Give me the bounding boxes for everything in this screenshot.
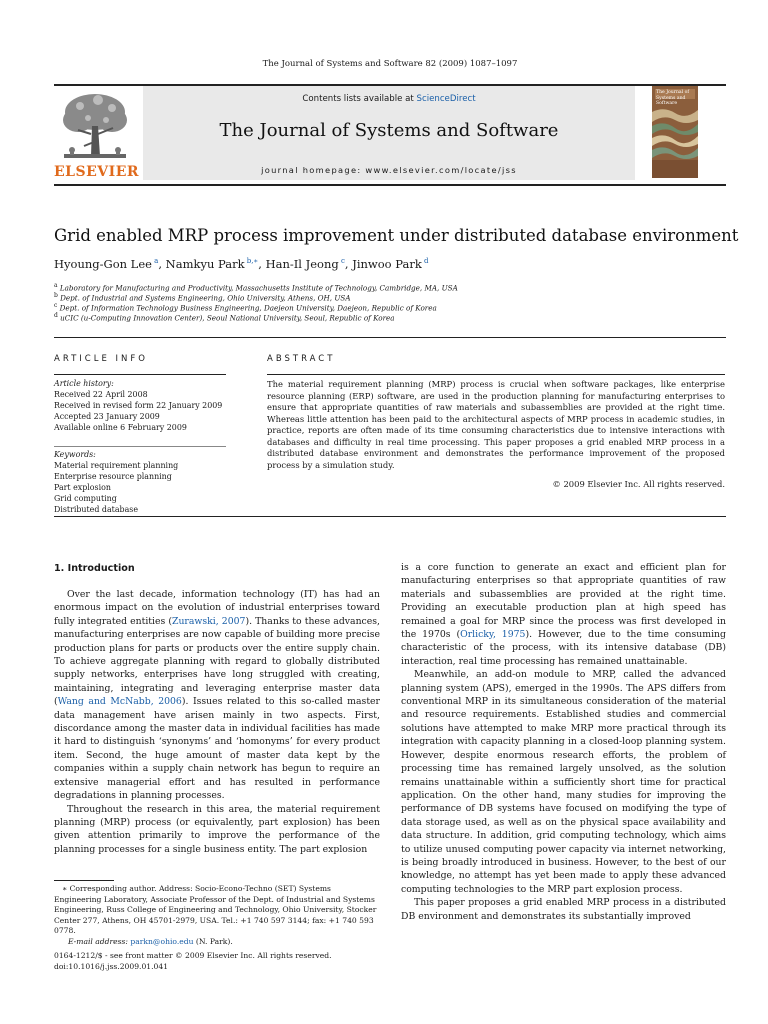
footnote-text: ∗ Corresponding author. Address: Socio-Econo-Techno (SET) Systems Engineering Laboratory, Associate Professor of the Dept. of Industrial and Systems Engineering, Russ College of Engineering and Technology, Ohio University, Stocker Center 277, Athens, OH 45701-2979, USA. Tel.: +1 740 597 3144; fax: +1 740 593 0778. bbox=[54, 884, 377, 935]
footnote-rule bbox=[54, 880, 114, 881]
body-paragraph: Throughout the research in this area, the material requirement planning (MRP) process (or equivalently, part explosion) has been given attention primarily to improve the performance of the planning processes for a single business entity. The part explosion bbox=[54, 803, 380, 855]
affiliation-line: $^b$ Dept. of Industrial and Systems Engineering, Ohio University, Athens, OH, USA bbox=[54, 292, 351, 303]
elsevier-tree-logo bbox=[58, 90, 132, 162]
publisher-wordmark: ELSEVIER bbox=[54, 164, 140, 180]
author-name: Hyoung-Gon Lee bbox=[54, 257, 152, 271]
body-paragraph: Over the last decade, information technology (IT) has had an enormous impact on the evolution of industrial enterprises toward fully integrated entities (Zurawski, 2007). Thanks to these advances, manufacturing enterprises are now capable of building more precise production plans for parts or products over the entire supply chain. To achieve aggregate planning with regard to globally distributed supply networks, enterprises have long struggled with creating, maintaining, integrating and leveraging enterprise master data (Wang and McNabb, 2006). Issues related to this so-called master data management have arisen mainly in two aspects. First, discordance among the master data in individual facilities has made it hard to distinguish ‘synonyms’ and ‘homonyms’ for every product item. Second, the huge amount of master data kept by the companies within a supply chain network has begun to require an extensive managerial effort and has resulted in performance degradations in planning processes. bbox=[54, 589, 380, 802]
affiliation-mark: c bbox=[54, 302, 58, 309]
contents-line bbox=[143, 94, 635, 104]
article-history bbox=[54, 378, 222, 433]
article-info-heading: ARTICLE INFO bbox=[54, 354, 148, 364]
author-name: Namkyu Park bbox=[165, 257, 245, 271]
author-affiliation-mark[interactable]: d bbox=[421, 257, 429, 266]
citation-link[interactable]: Zurawski, 2007 bbox=[171, 615, 246, 627]
history-label: Article history: bbox=[54, 379, 114, 388]
keyword: Part explosion bbox=[54, 483, 111, 492]
issn-line: 0164-1212/$ - see front matter © 2009 Elsevier Inc. All rights reserved. bbox=[54, 951, 332, 960]
author-affiliation-mark[interactable]: c bbox=[338, 257, 345, 266]
keyword: Grid computing bbox=[54, 494, 117, 503]
contents-prefix: Contents lists available at bbox=[302, 94, 417, 104]
journal-title: The Journal of Systems and Software bbox=[219, 120, 559, 141]
affiliation-mark: d bbox=[54, 312, 58, 319]
history-line: Available online 6 February 2009 bbox=[54, 423, 187, 432]
affiliation-line: $^a$ Laboratory for Manufacturing and Productivity, Massachusetts Institute of Technology, Cambridge, MA, USA bbox=[54, 282, 458, 293]
abstract-rule bbox=[267, 374, 725, 375]
keywords-rule bbox=[54, 446, 226, 447]
running-head: The Journal of Systems and Software 82 (2009) 1087–1097 bbox=[262, 59, 518, 69]
keyword: Enterprise resource planning bbox=[54, 472, 172, 481]
abstract-copyright: © 2009 Elsevier Inc. All rights reserved. bbox=[552, 479, 725, 489]
article-title: Grid enabled MRP process improvement under distributed database environment bbox=[54, 226, 739, 245]
affiliation-line: $^d$ uCIC (u-Computing Innovation Center), Seoul National University, Seoul, Republic of Korea bbox=[54, 312, 395, 323]
sciencedirect-link[interactable]: ScienceDirect bbox=[416, 94, 476, 104]
email-link[interactable]: parkn@ohio.edu bbox=[130, 936, 194, 946]
affiliation-mark: a bbox=[54, 282, 58, 289]
history-line: Received in revised form 22 January 2009 bbox=[54, 401, 223, 410]
author-name: Jinwoo Park bbox=[352, 257, 422, 271]
author-name: Han-Il Jeong bbox=[265, 257, 339, 271]
citation-link[interactable]: Wang and McNabb, 2006 bbox=[57, 696, 182, 708]
abstract-bottom-rule bbox=[54, 516, 726, 517]
keywords-label: Keywords: bbox=[54, 450, 96, 459]
journal-homepage[interactable]: journal homepage: www.elsevier.com/locate/jss bbox=[261, 165, 517, 175]
email-label: E-mail address: bbox=[68, 936, 131, 946]
abstract-text: The material requirement planning (MRP) process is crucial when software packages, like enterprise resource planning (ERP) software, are used in the production planning for manufacturing enterprises to ensure that appropriate quantities of raw materials and subassemblies are provided at the right time. Whereas little attention has been paid to the architectural aspects of MRP process in academic studies, in practice, reports are often made of its time consuming characteristics due to intensive interactions with databases and difficulty in real time processing. This paper proposes a grid enabled MRP process in a distributed database environment and demonstrates the performance improvement of the proposed process by a simulation study. bbox=[267, 379, 725, 470]
body-paragraph: This paper proposes a grid enabled MRP process in a distributed DB environment and demonstrates its substantially improved bbox=[401, 897, 726, 922]
header-rule bbox=[54, 337, 726, 338]
history-line: Received 22 April 2008 bbox=[54, 390, 148, 399]
article-info-rule bbox=[54, 374, 226, 375]
author-affiliation-mark[interactable]: a bbox=[151, 257, 159, 266]
masthead-bottom-rule bbox=[54, 184, 726, 186]
author-affiliation-mark[interactable]: b,∗ bbox=[244, 257, 259, 266]
doi-line[interactable]: doi:10.1016/j.jss.2009.01.041 bbox=[54, 961, 169, 971]
body-paragraph: is a core function to generate an exact and efficient plan for manufacturing enterprises so that appropriate quantities of raw materials and subassemblies are provided at the right time. Providing an executable production plan at high speed has remained a goal for MRP since the process was first developed in the 1970s (Orlicky, 1975). However, due to the time consuming characteristic of the process, with its intensive database (DB) interaction, real time processing has remained unattainable. bbox=[401, 562, 726, 667]
affiliation-mark: b bbox=[54, 292, 58, 299]
keyword: Distributed database bbox=[54, 505, 139, 514]
abstract-heading: ABSTRACT bbox=[267, 354, 336, 364]
keywords bbox=[54, 449, 178, 515]
front-matter bbox=[54, 951, 332, 972]
affiliation-line: $^c$ Dept. of Information Technology Business Engineering, Daejeon University, Daejeon, Republic of Korea bbox=[54, 302, 437, 313]
right-column-text bbox=[401, 561, 726, 923]
author-list: Hyoung-Gon Lee $^a$, Namkyu Park $^{b,∗}$, Han-Il Jeong $^c$, Jinwoo Park $^d$ bbox=[54, 257, 429, 271]
footnote bbox=[54, 884, 380, 947]
section-heading-introduction: 1. Introduction bbox=[54, 563, 135, 574]
left-column-text bbox=[54, 588, 380, 856]
citation-link[interactable]: Orlicky, 1975 bbox=[460, 629, 526, 641]
body-paragraph: Meanwhile, an add-on module to MRP, called the advanced planning system (APS), emerged in the 1990s. The APS differs from conventional MRP in its simultaneous consideration of the material and resource requirements. Established studies and commercial solutions have attempted to make MRP more practical through its integration with capacity planning in a closed-loop planning system. However, despite enormous research efforts, the problem of processing time has remained largely unsolved, as the solution remains unattainable within a sufficiently short time for practical application. On the other hand, many studies for improving the performance of DB systems have focused on modifying the type of data storage used, as well as on the physical space availability and data structure. In addition, grid computing technology, which aims to utilize unused computing power capacity via internet networking, is being broadly introduced in business. However, to the best of our knowledge, no attempt has yet been made to apply these advanced computing technologies to the MRP part explosion process. bbox=[401, 669, 726, 895]
history-line: Accepted 23 January 2009 bbox=[54, 412, 160, 421]
keyword: Material requirement planning bbox=[54, 461, 179, 470]
cover-title-text: The Journal of Systems and Software bbox=[656, 90, 690, 106]
email-suffix: (N. Park). bbox=[193, 936, 233, 946]
